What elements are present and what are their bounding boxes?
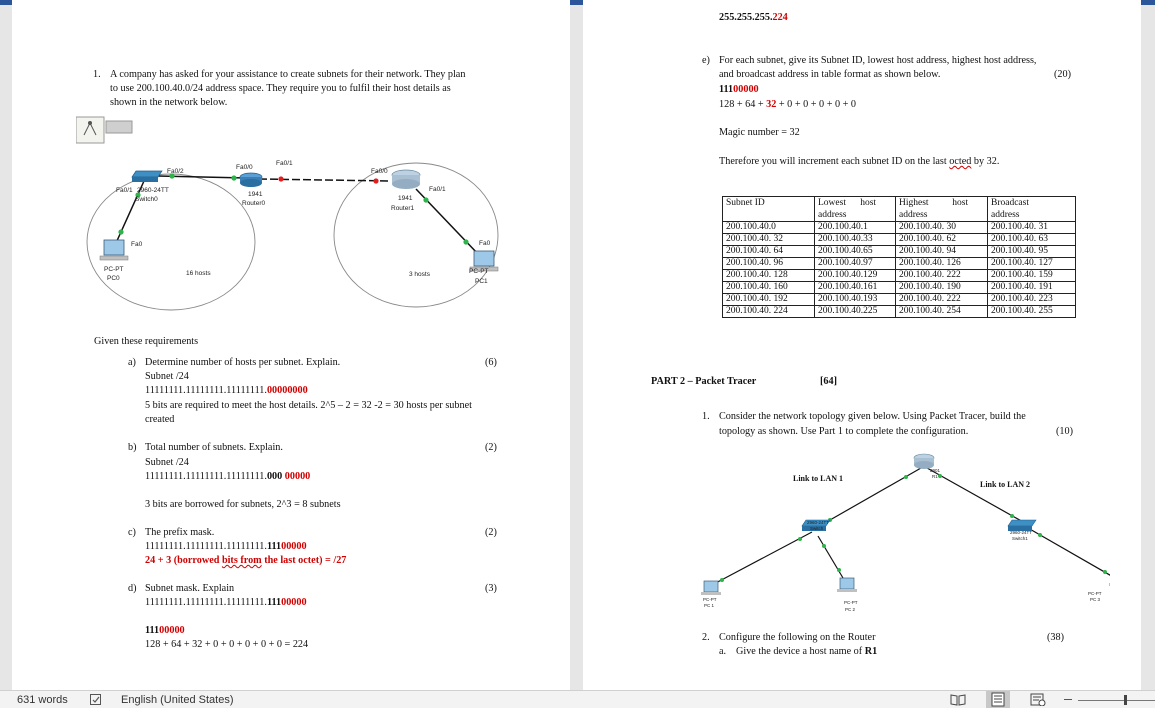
link-lan2-label: Link to LAN 2 [980, 480, 1031, 489]
pc3-model: PC-PT [1088, 591, 1102, 596]
switch-lan1-model: 2960-24TT [807, 520, 830, 525]
p2-q1-number: 1. [702, 411, 710, 422]
qe-line-2: and broadcast address in table format as shown below. [719, 69, 941, 80]
qd-octet-bits: 11100000 [145, 625, 185, 636]
router0-model: 1941 [248, 191, 263, 198]
qc-binary: 11111111.11111111.11111111.11100000 [145, 541, 307, 552]
word-count[interactable]: 631 words [17, 694, 68, 706]
column-header: Highest host address [896, 197, 988, 222]
read-mode-icon[interactable] [950, 693, 966, 706]
qb-subnet: Subnet /24 [145, 457, 189, 468]
qd-binary: 11111111.11111111.11111111.11100000 [145, 597, 307, 608]
table-row: 200.100.40. 160 200.100.40.161 200.100.40. 190 200.100.40. 191 [723, 282, 1076, 294]
column-header: Broadcast address [988, 197, 1076, 222]
column-header: Subnet ID [723, 197, 815, 222]
q1-line-2: to use 200.100.40.0/24 address space. They require you to fulfil their host details as [110, 83, 451, 94]
pc0-name: PC0 [107, 275, 120, 282]
pc2-name: PC 2 [845, 607, 856, 612]
given-heading: Given these requirements [94, 336, 199, 347]
p2-q2-number: 2. [702, 632, 710, 643]
p2-q2-marks: (38) [1047, 632, 1064, 643]
qd-sum: 128 + 64 + 32 + 0 + 0 + 0 + 0 + 0 = 224 [145, 639, 309, 650]
table-row: 200.100.40. 32 200.100.40.33 200.100.40. 62 200.100.40. 63 [723, 234, 1076, 246]
p2-q2a-text: Give the device a host name of R1 [736, 646, 878, 657]
pc0-model: PC-PT [104, 266, 124, 273]
qc-marks: (2) [485, 527, 497, 538]
router-r1-model: 2901 [930, 468, 941, 473]
table-row: 200.100.40. 224 200.100.40.225 200.100.40. 254 200.100.40. 255 [723, 306, 1076, 318]
packet-tracer-topology [700, 450, 1110, 620]
p2-q1-line-1: Consider the network topology given below. Using Packet Tracer, build the [719, 411, 1026, 422]
switch-lan2-name: Switch1 [1012, 536, 1028, 541]
qe-line-1: For each subnet, give its Subnet ID, lowest host address, highest host address, [719, 55, 1037, 66]
part2-title: PART 2 – Packet Tracer [651, 376, 757, 387]
router0-icon[interactable] [240, 173, 262, 187]
octet-sum: 128 + 64 + 32 + 0 + 0 + 0 + 0 + 0 [719, 99, 857, 110]
q1-line-3: shown in the network below. [110, 97, 228, 108]
router0-name: Router0 [242, 200, 266, 207]
lan2-hosts-label: 3 hosts [409, 271, 430, 278]
table-row: 200.100.40. 128 200.100.40.129 200.100.40. 222 200.100.40. 159 [723, 270, 1076, 282]
q1-line-1: A company has asked for your assistance to create subnets for their network. They plan [110, 69, 466, 80]
port-label: Fa0/0 [371, 168, 388, 175]
switch-lan1-name: Switch [810, 526, 824, 531]
pc0-icon[interactable] [100, 240, 128, 260]
qb-explanation: 3 bits are borrowed for subnets, 2^3 = 8 subnets [145, 499, 341, 510]
port-label: Fa0/1 [429, 186, 446, 193]
pc1-name: PC1 [475, 278, 488, 285]
magic-number: Magic number = 32 [719, 127, 800, 138]
status-bar [0, 690, 1155, 708]
table-row: 200.100.40. 96 200.100.40.97 200.100.40. 126 200.100.40. 127 [723, 258, 1076, 270]
qa-marks: (6) [485, 357, 497, 368]
qa-binary: 11111111.11111111.11111111.00000000 [145, 385, 308, 396]
router1-name: Router1 [391, 205, 415, 212]
qd-label: d) [128, 583, 137, 594]
diagram-toolbar-icon [106, 121, 132, 133]
lan1-hosts-label: 16 hosts [186, 270, 211, 277]
qc-text: The prefix mask. [145, 527, 215, 538]
qc-prefix: 24 + 3 (borrowed bits from the last octet) = /27 [145, 555, 347, 566]
pc1-name: PC 1 [704, 603, 715, 608]
pc1-model: PC-PT [469, 268, 489, 275]
switch-lan2-model: 2960-24TT [1010, 530, 1033, 535]
column-header: Lowest host address [815, 197, 896, 222]
qa-explanation: 5 bits are required to meet the host details. 2^5 – 2 = 32 -2 = 30 hosts per subnet [145, 400, 472, 411]
p2-q1-marks: (10) [1056, 426, 1073, 437]
layout-toggle-icon[interactable] [76, 117, 104, 143]
p2-q1-line-2: topology as shown. Use Part 1 to complete the configuration. [719, 426, 969, 437]
port-label: Fa0/2 [167, 168, 184, 175]
network-topology-diagram [76, 115, 516, 315]
table-row: 200.100.40. 192 200.100.40.193 200.100.40. 222 200.100.40. 223 [723, 294, 1076, 306]
router-r1-name: R1 [932, 474, 938, 479]
pc1-icon[interactable] [701, 581, 721, 595]
table-row: 200.100.40. 64 200.100.40.65 200.100.40. 94 200.100.40. 95 [723, 246, 1076, 258]
qd-text: Subnet mask. Explain [145, 583, 235, 594]
qb-marks: (2) [485, 442, 497, 453]
q1-number: 1. [93, 69, 101, 80]
qa-subnet: Subnet /24 [145, 371, 189, 382]
port-label: Fa0 [131, 241, 143, 248]
qa-label: a) [128, 357, 136, 368]
router1-model: 1941 [398, 195, 413, 202]
pc2-model: PC-PT [844, 600, 858, 605]
qb-binary: 11111111.11111111.11111111.000 00000 [145, 471, 311, 482]
p2-q2a-label: a. [719, 646, 727, 657]
language-indicator[interactable]: English (United States) [121, 694, 234, 706]
table-header-row [723, 197, 1076, 222]
qe-marks: (20) [1054, 69, 1071, 80]
router-r1-icon[interactable] [914, 454, 934, 469]
qb-text: Total number of subnets. Explain. [145, 442, 283, 453]
qe-label: e) [702, 55, 710, 66]
port-label: Fa0/1 [116, 187, 133, 194]
qd-marks: (3) [485, 583, 497, 594]
switch0-icon[interactable] [132, 171, 162, 182]
proofing-icon[interactable] [90, 694, 103, 706]
port-label: Fa0 [479, 240, 491, 247]
zoom-slider-thumb[interactable] [1124, 695, 1127, 705]
table-row: 200.100.40.0 200.100.40.1 200.100.40. 30 200.100.40. 31 [723, 222, 1076, 234]
qa-explanation-cont: created [145, 414, 175, 425]
pc3-name: PC 3 [1090, 597, 1101, 602]
subnet-mask-result: 255.255.255.224 [719, 12, 788, 23]
pc1-model: PC-PT [703, 597, 717, 602]
zoom-out-icon[interactable] [1064, 699, 1072, 700]
qb-label: b) [128, 442, 137, 453]
switch0-model: 2960-24TT [137, 187, 169, 194]
p2-q2-text: Configure the following on the Router [719, 632, 876, 643]
print-layout-icon[interactable] [986, 691, 1010, 708]
link-lan1-label: Link to LAN 1 [793, 474, 844, 483]
qa-text: Determine number of hosts per subnet. Explain. [145, 357, 341, 368]
switch0-name: Switch0 [135, 196, 158, 203]
port-label: Fa0/1 [276, 160, 293, 167]
router1-icon[interactable] [392, 170, 420, 189]
increment-note: Therefore you will increment each subnet ID on the last octed by 32. [719, 156, 1000, 167]
pc2-icon[interactable] [837, 578, 857, 592]
zoom-slider[interactable] [1078, 700, 1155, 701]
web-layout-icon[interactable] [1030, 693, 1046, 706]
part2-marks: [64] [820, 376, 837, 387]
port-label: Fa0/0 [236, 164, 253, 171]
octet-bits: 11100000 [719, 84, 759, 95]
qc-label: c) [128, 527, 136, 538]
subnet-table [722, 196, 1076, 318]
